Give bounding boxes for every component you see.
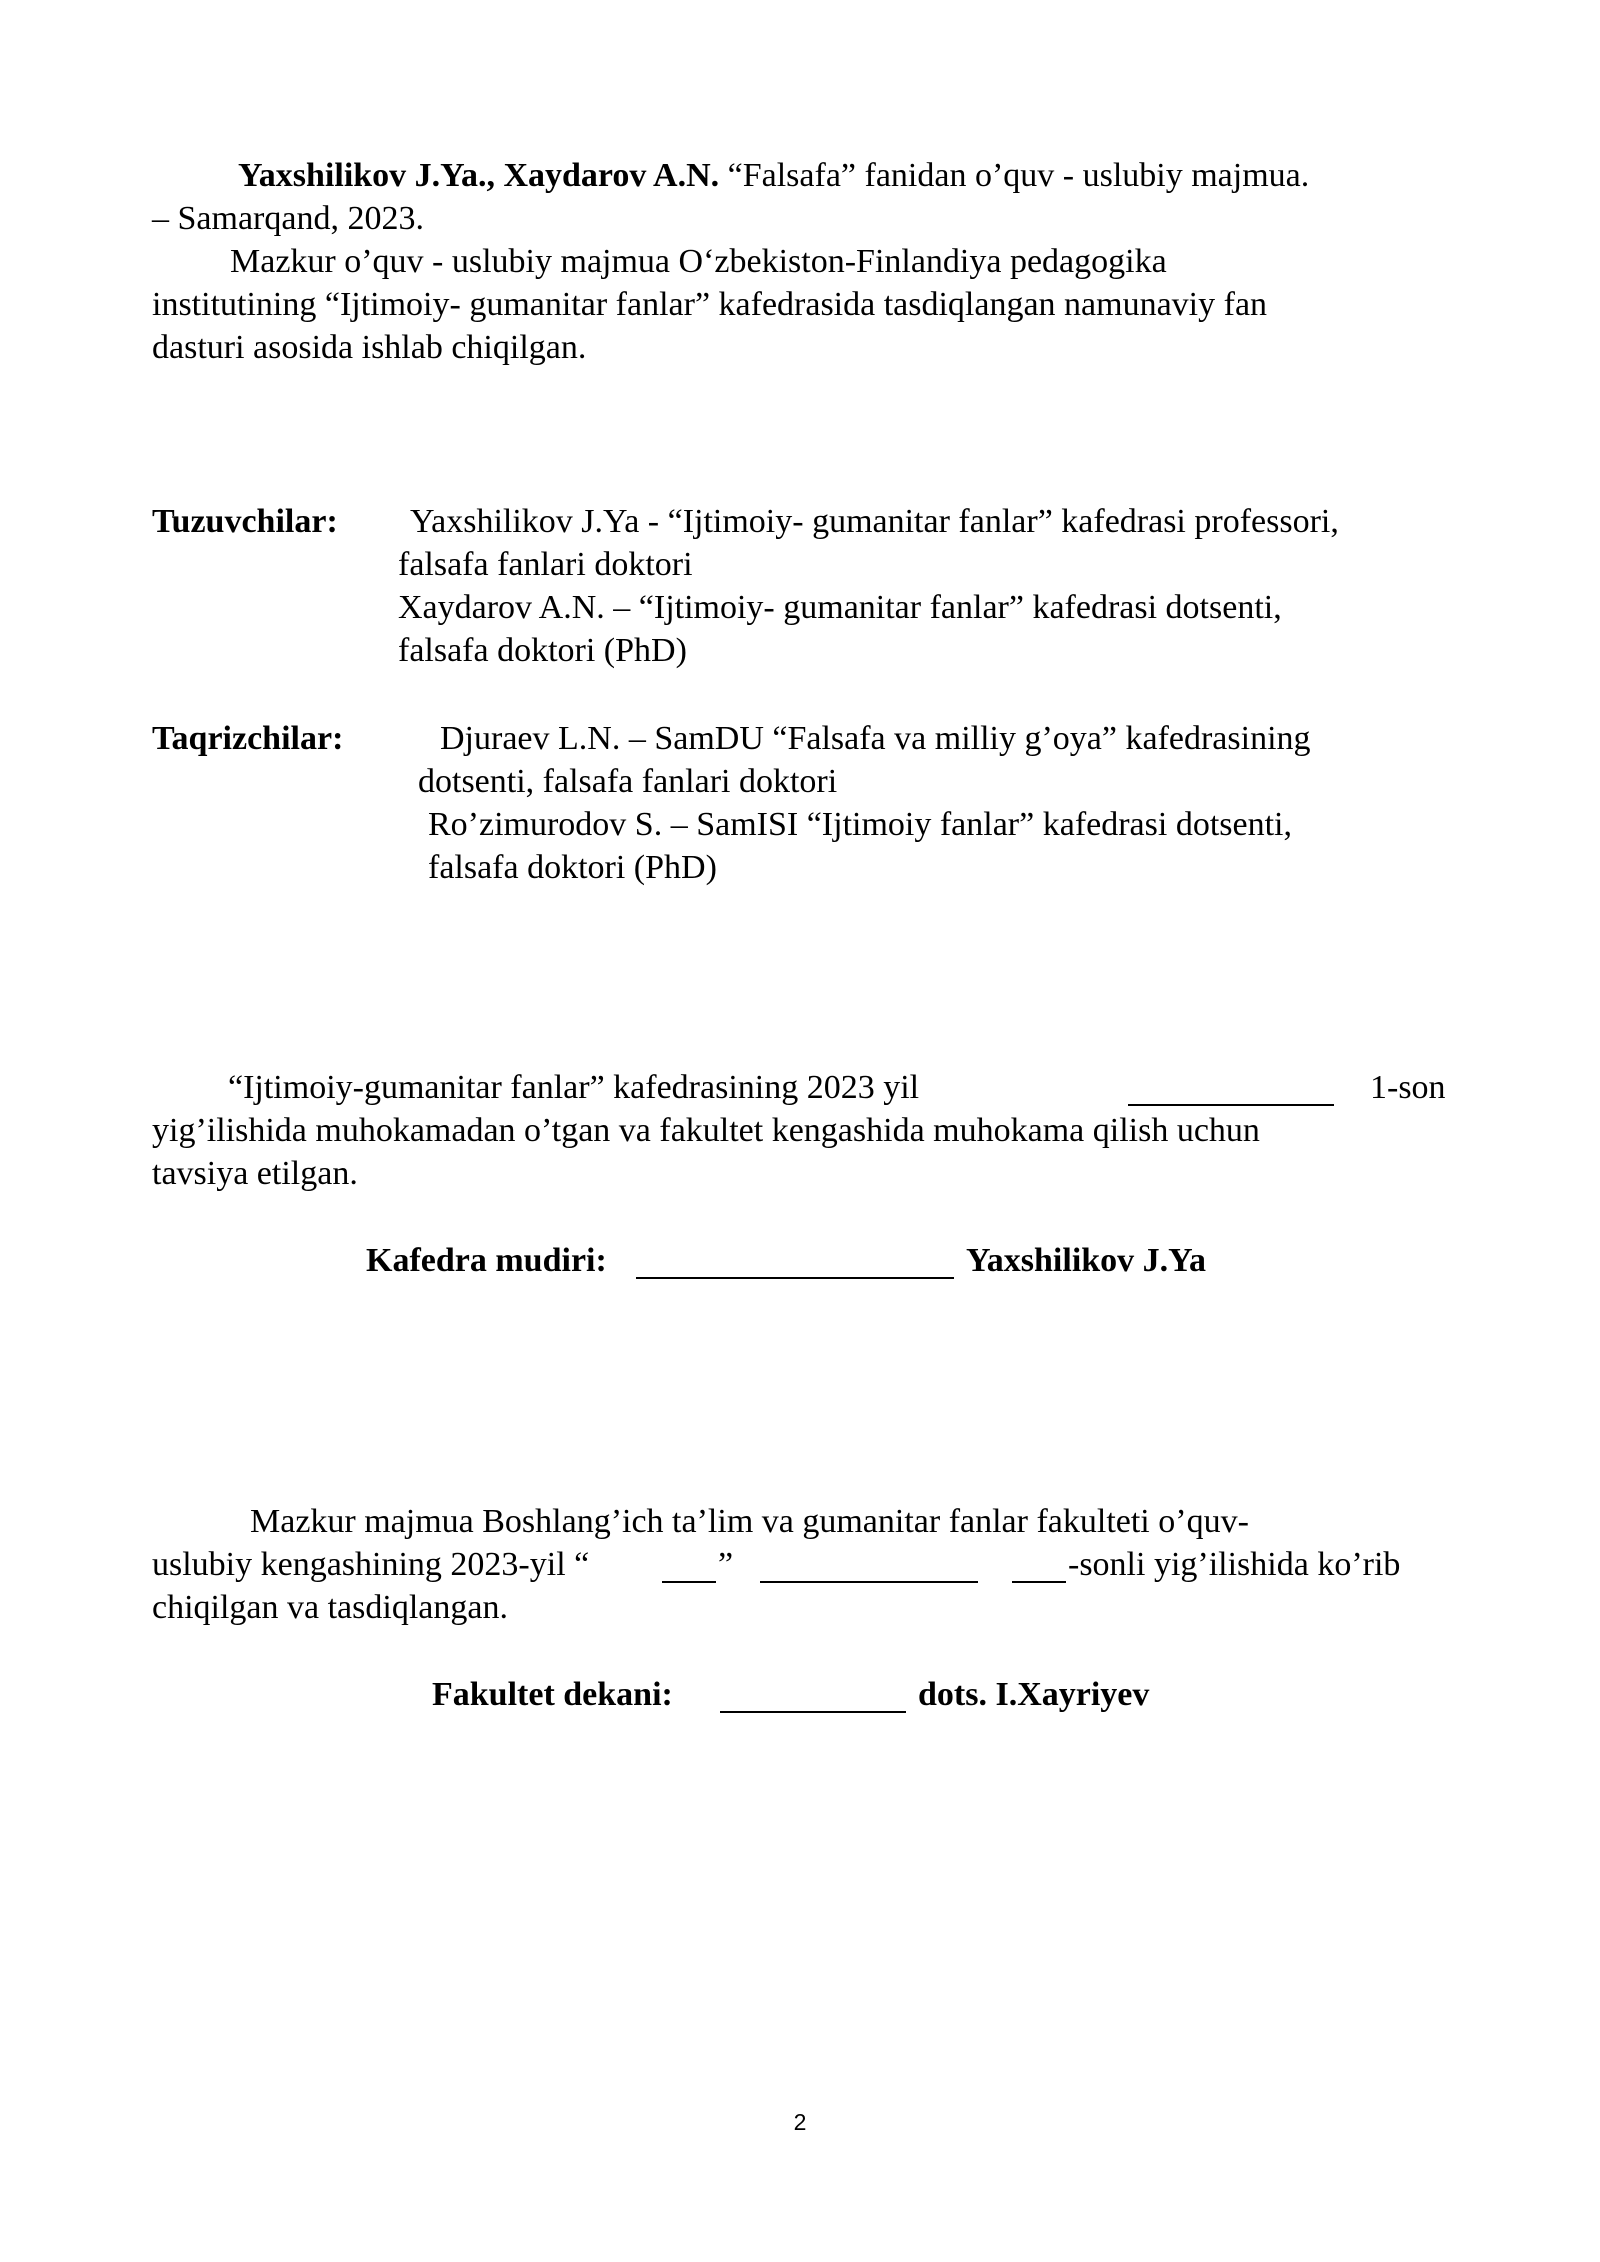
compiler-1-line-2: falsafa fanlari doktori [398, 546, 693, 583]
dept-head-signature-blank[interactable] [636, 1247, 954, 1279]
intro-line-3: dasturi asosida ishlab chiqilgan. [152, 329, 587, 366]
citation-place-year: – Samarqand, 2023. [152, 200, 424, 237]
dept-approval-line-1-start: “Ijtimoiy-gumanitar fanlar” kafedrasining 2023 yil [228, 1069, 920, 1106]
dept-approval-line-2: yig’ilishida muhokamadan o’tgan va fakultet kengashida muhokama qilish uchun [152, 1112, 1260, 1149]
dept-approval-line-1-end: 1-son [1370, 1069, 1446, 1106]
dean-label: Fakultet dekani: [432, 1676, 673, 1713]
reviewers-label: Taqrizchilar: [152, 720, 344, 757]
dept-date-blank[interactable] [1128, 1074, 1334, 1106]
reviewer-2-line-2: falsafa doktori (PhD) [428, 849, 717, 886]
reviewer-1-line-2: dotsenti, falsafa fanlari doktori [418, 763, 838, 800]
dean-name: dots. I.Xayriyev [918, 1676, 1150, 1713]
dept-approval-line-3: tavsiya etilgan. [152, 1155, 358, 1192]
faculty-approval-line-3: chiqilgan va tasdiqlangan. [152, 1589, 508, 1626]
faculty-day-blank[interactable] [662, 1551, 716, 1583]
faculty-approval-line-2-end: -sonli yig’ilishida ko’rib [1068, 1546, 1401, 1583]
faculty-approval-line-2-start: uslubiy kengashining 2023-yil “ [152, 1546, 590, 1583]
dean-signature-blank[interactable] [720, 1681, 906, 1713]
faculty-number-blank[interactable] [1012, 1551, 1066, 1583]
dept-head-label: Kafedra mudiri: [366, 1242, 607, 1279]
compiler-1-line-1: Yaxshilikov J.Ya - “Ijtimoiy- gumanitar fanlar” kafedrasi professori, [410, 503, 1339, 540]
compilers-label: Tuzuvchilar: [152, 503, 338, 540]
reviewer-2-line-1: Ro’zimurodov S. – SamISI “Ijtimoiy fanlar” kafedrasi dotsenti, [428, 806, 1292, 843]
faculty-approval-line-1: Mazkur majmua Boshlang’ich ta’lim va gumanitar fanlar fakulteti o’quv- [250, 1503, 1249, 1540]
compiler-2-line-2: falsafa doktori (PhD) [398, 632, 687, 669]
citation-authors: Yaxshilikov J.Ya., Xaydarov A.N. [238, 157, 720, 194]
faculty-approval-quote-close: ” [718, 1546, 734, 1583]
compiler-2-line-1: Xaydarov A.N. – “Ijtimoiy- gumanitar fanlar” kafedrasi dotsenti, [398, 589, 1282, 626]
intro-line-2: institutining “Ijtimoiy- gumanitar fanlar” kafedrasida tasdiqlangan namunaviy fan [152, 286, 1268, 323]
citation-line-1 [238, 154, 1309, 198]
page-number: 2 [793, 2109, 807, 2135]
dept-head-name: Yaxshilikov J.Ya [966, 1242, 1206, 1279]
intro-line-1: Mazkur o’quv - uslubiy majmua O‘zbekiston-Finlandiya pedagogika [230, 243, 1167, 280]
reviewer-1-line-1: Djuraev L.N. – SamDU “Falsafa va milliy g’oya” kafedrasining [440, 720, 1311, 757]
citation-title: “Falsafa” fanidan o’quv - uslubiy majmua. [719, 157, 1310, 194]
faculty-month-blank[interactable] [760, 1551, 978, 1583]
